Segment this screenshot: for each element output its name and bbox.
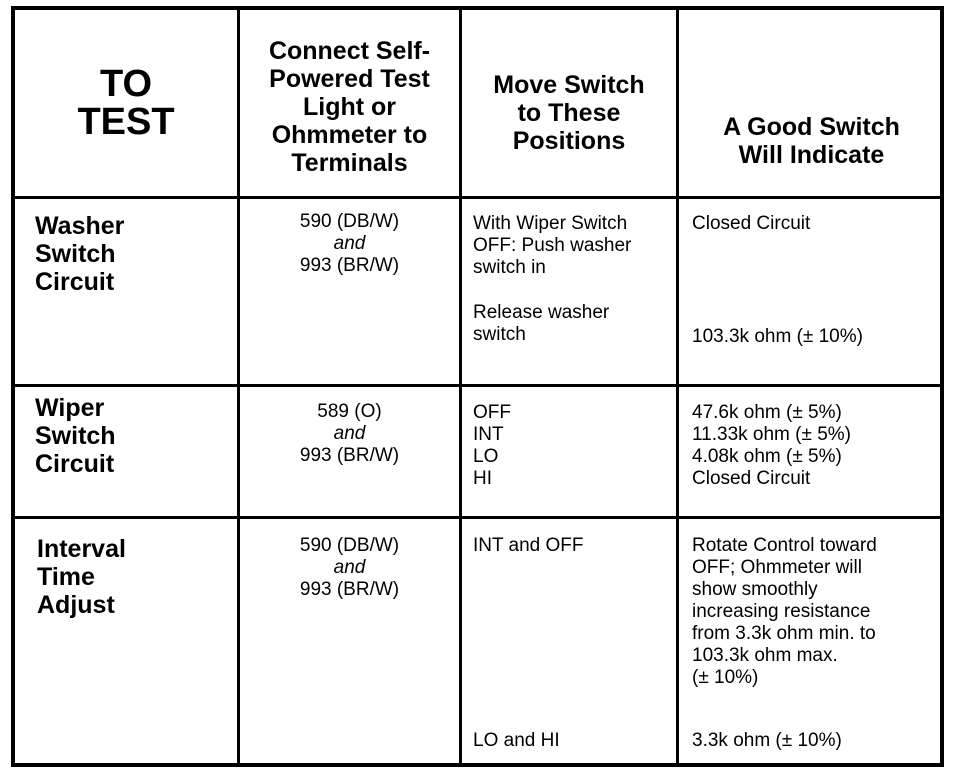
row-label-line: Wiper bbox=[35, 394, 105, 422]
row-divider bbox=[15, 516, 940, 519]
row-label-line: Washer bbox=[35, 212, 125, 240]
indication-line: (± 10%) bbox=[692, 667, 759, 688]
header-line: Move Switch bbox=[493, 71, 645, 99]
indication-interval-1 bbox=[692, 535, 877, 689]
terminal-join: and bbox=[333, 423, 366, 444]
indication-washer-1 bbox=[692, 213, 810, 235]
indication-line: OFF; Ohmmeter will bbox=[692, 557, 862, 578]
indication-line: increasing resistance bbox=[692, 601, 871, 622]
row-label-washer bbox=[35, 212, 124, 296]
indication-line: Rotate Control toward bbox=[692, 535, 877, 556]
terminals-interval bbox=[240, 535, 459, 601]
indication-washer-2 bbox=[692, 326, 863, 348]
header-move-switch bbox=[462, 10, 676, 196]
header-good-switch bbox=[679, 10, 944, 196]
row-label-line: Circuit bbox=[35, 450, 115, 478]
header-line: Ohmmeter to bbox=[271, 121, 428, 149]
header-connect-terminals bbox=[240, 10, 459, 196]
header-line: TEST bbox=[77, 101, 175, 143]
header-to-test bbox=[15, 10, 237, 196]
positions-washer-1 bbox=[473, 213, 631, 279]
row-label-line: Switch bbox=[35, 240, 116, 268]
indication-line: 47.6k ohm (± 5%) bbox=[692, 402, 842, 423]
indication-line: 103.3k ohm max. bbox=[692, 645, 838, 666]
indication-line: 3.3k ohm (± 10%) bbox=[692, 730, 842, 751]
position-line: OFF: Push washer bbox=[473, 235, 632, 256]
position-line: With Wiper Switch bbox=[473, 213, 628, 234]
terminal-b: 993 (BR/W) bbox=[299, 255, 400, 276]
terminal-join: and bbox=[333, 233, 366, 254]
position-line: LO and HI bbox=[473, 730, 560, 751]
position-line: INT and OFF bbox=[473, 535, 584, 556]
position-line: Release washer bbox=[473, 302, 610, 323]
row-label-line: Switch bbox=[35, 422, 116, 450]
terminal-a: 590 (DB/W) bbox=[299, 211, 400, 232]
header-line: Positions bbox=[512, 127, 626, 155]
position-line: OFF bbox=[473, 402, 511, 423]
header-line: A Good Switch bbox=[723, 113, 900, 141]
indication-line: Closed Circuit bbox=[692, 468, 811, 489]
header-line: Will Indicate bbox=[738, 141, 885, 169]
row-label-line: Adjust bbox=[37, 591, 115, 619]
row-divider bbox=[15, 384, 940, 387]
indications-wiper bbox=[692, 402, 851, 490]
indication-interval-2 bbox=[692, 730, 842, 752]
indication-line: 103.3k ohm (± 10%) bbox=[692, 326, 863, 347]
row-label-line: Time bbox=[37, 563, 95, 591]
terminal-a: 589 (O) bbox=[317, 401, 382, 422]
header-line: Light or bbox=[302, 93, 397, 121]
indication-line: show smoothly bbox=[692, 579, 818, 600]
positions-interval-2 bbox=[473, 730, 560, 752]
header-line: Connect Self- bbox=[268, 37, 431, 65]
positions-wiper bbox=[473, 402, 511, 490]
terminal-b: 993 (BR/W) bbox=[299, 445, 400, 466]
row-label-line: Interval bbox=[37, 535, 126, 563]
header-line: to These bbox=[517, 99, 621, 127]
position-line: LO bbox=[473, 446, 499, 467]
indication-line: Closed Circuit bbox=[692, 213, 811, 234]
row-label-interval bbox=[37, 535, 126, 619]
indication-line: 11.33k ohm (± 5%) bbox=[692, 424, 851, 445]
terminal-a: 590 (DB/W) bbox=[299, 535, 400, 556]
position-line: switch bbox=[473, 324, 526, 345]
row-label-wiper bbox=[35, 394, 116, 478]
position-line: switch in bbox=[473, 257, 546, 278]
header-line: TO bbox=[99, 63, 153, 105]
switch-test-table bbox=[11, 6, 944, 767]
position-line: HI bbox=[473, 468, 492, 489]
terminal-join: and bbox=[333, 557, 366, 578]
terminals-wiper bbox=[240, 401, 459, 467]
header-line: Powered Test bbox=[269, 65, 430, 93]
indication-line: from 3.3k ohm min. to bbox=[692, 623, 876, 644]
position-line: INT bbox=[473, 424, 504, 445]
header-line: Terminals bbox=[291, 149, 408, 177]
indication-line: 4.08k ohm (± 5%) bbox=[692, 446, 842, 467]
positions-interval-1 bbox=[473, 535, 584, 557]
terminals-washer bbox=[240, 211, 459, 277]
row-label-line: Circuit bbox=[35, 268, 115, 296]
terminal-b: 993 (BR/W) bbox=[299, 579, 400, 600]
positions-washer-2 bbox=[473, 302, 609, 346]
row-divider bbox=[15, 196, 940, 199]
